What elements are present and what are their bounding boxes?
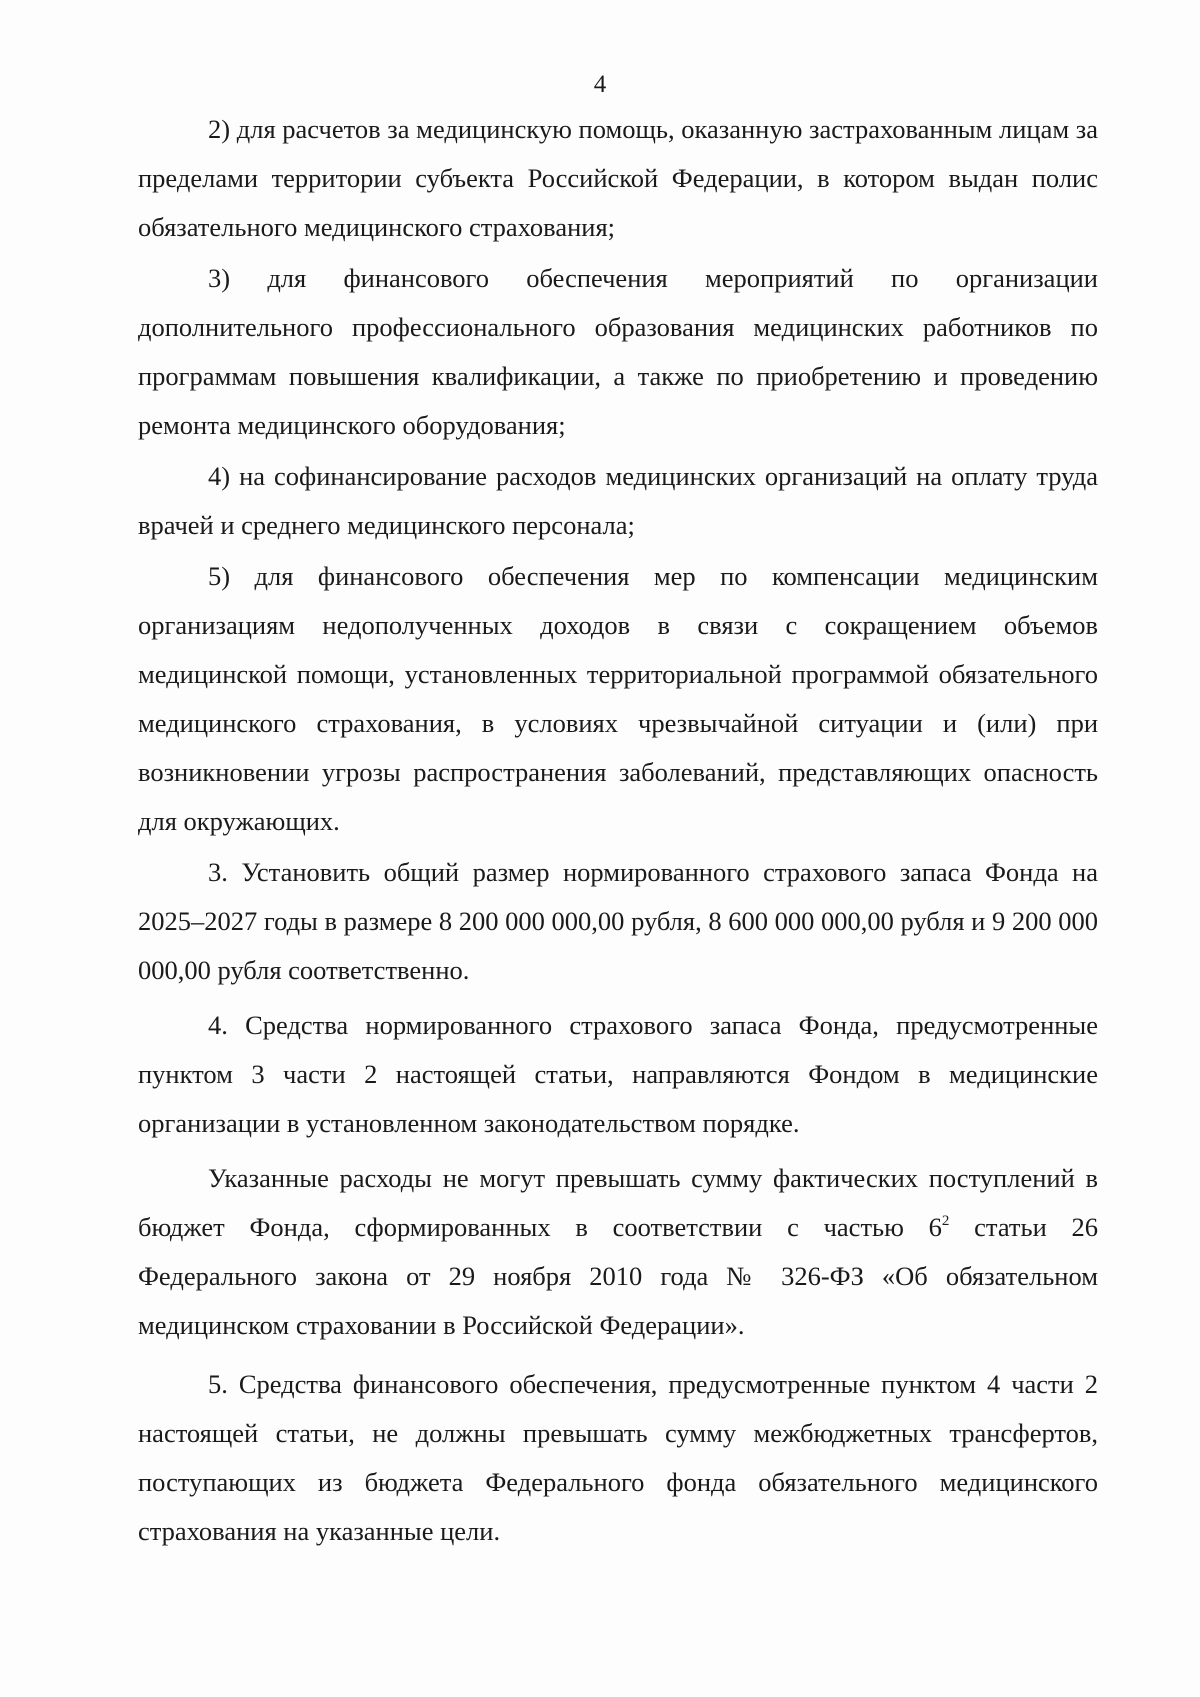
paragraph-item-2: 2) для расчетов за медицинскую помощь, оказанную застрахованным лицам за пределами территории субъекта Российской Федерации, в котором выдан полис обязательного медицинского страхования; xyxy=(138,114,1098,242)
expenses-text-after: статьи 26 Федерального закона от 29 ноября 2010 года № 326-ФЗ «Об обязательном медицинском страховании в Российской Федерации». xyxy=(138,1212,1099,1340)
section-5-paragraph: 5. Средства финансового обеспечения, предусмотренные пунктом 4 части 2 настоящей статьи, не должны превышать сумму межбюджетных трансфертов, поступающих из бюджета Федерального фонда обязательного медицинского страхования на указанные цели. xyxy=(138,1369,1098,1546)
paragraph-item-3: 3) для финансового обеспечения мероприятий по организации дополнительного профессионального образования медицинских работников по программам повышения квалификации, а также по приобретению и проведению ремонта медицинского оборудования; xyxy=(138,263,1098,440)
section-3-paragraph: 3. Установить общий размер нормированного страхового запаса Фонда на 2025–2027 годы в размере 8 200 000 000,00 рубля, 8 600 000 000,00 рубля и 9 200 000 000,00 рубля соответственно. xyxy=(138,857,1098,985)
section-4-paragraph: 4. Средства нормированного страхового запаса Фонда, предусмотренные пунктом 3 части 2 настоящей статьи, направляются Фондом в медицинские организации в установленном законодательством порядке. xyxy=(138,1010,1098,1138)
expenses-text-before: Указанные расходы не могут превышать сумму фактических поступлений в бюджет Фонда, сформированных в соответствии с частью 6 xyxy=(138,1163,1098,1242)
section-4-expenses-paragraph xyxy=(138,1154,1098,1350)
document-body xyxy=(138,105,1098,1558)
superscript-index: 2 xyxy=(941,1213,950,1229)
paragraph-item-4: 4) на софинансирование расходов медицинских организаций на оплату труда врачей и среднего медицинского персонала; xyxy=(138,461,1098,540)
paragraph-item-5: 5) для финансового обеспечения мер по компенсации медицинским организациям недополученных доходов в связи с сокращением объемов медицинской помощи, установленных территориальной программой обязательного медицинского страхования, в условиях чрезвычайной ситуации и (или) при возникновении угрозы распространения заболеваний, представляющих опасность для окружающих. xyxy=(138,561,1098,836)
page-number: 4 xyxy=(593,71,607,98)
